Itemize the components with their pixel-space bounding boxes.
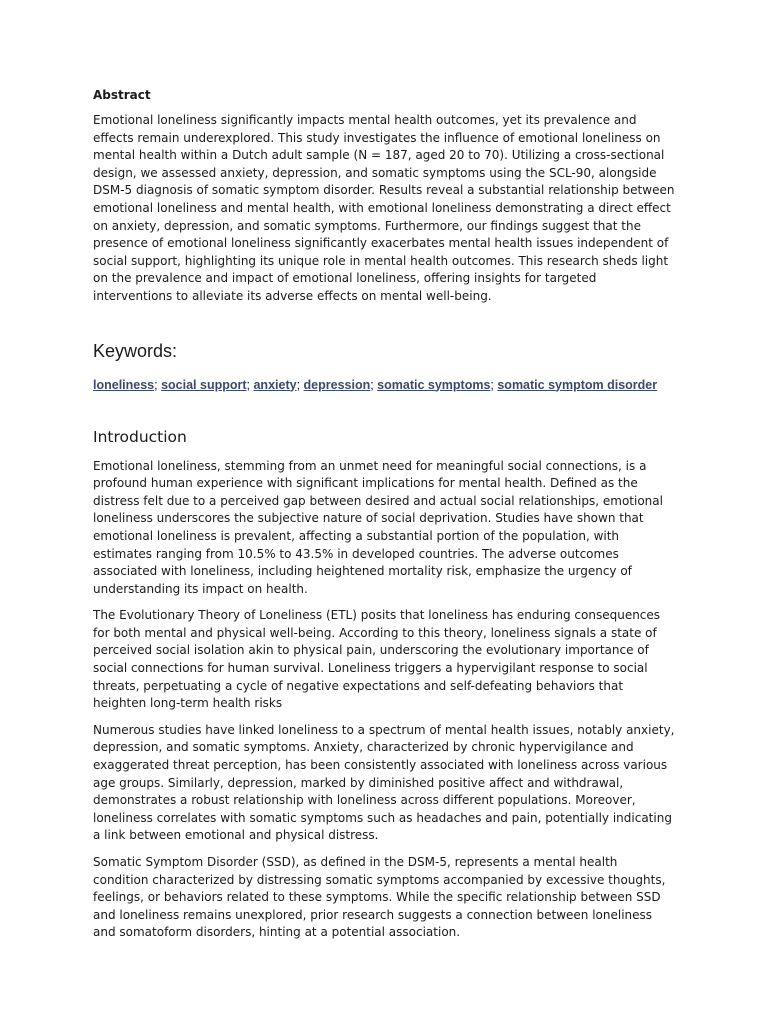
keyword-link-somatic-symptoms[interactable]: somatic symptoms <box>377 377 491 392</box>
introduction-paragraph-3: Numerous studies have linked loneliness to a spectrum of mental health issues, notably anxiety, depression, and somatic symptoms. Anxiety, characterized by chronic hypervigilance and exaggerated threat perception, has been consistently associated with loneliness across various age groups. Similarly, depression, marked by diminished positive affect and withdrawal, demonstrates a robust relationship with loneliness across different populations. Moreover, loneliness correlates with somatic symptoms such as headaches and pain, potentially indicating a link between emotional and physical distress. <box>93 722 675 843</box>
keyword-separator: ; <box>246 377 254 392</box>
paper-page <box>93 86 676 951</box>
introduction-paragraph-1: Emotional loneliness, stemming from an unmet need for meaningful social connections, is a profound human experience with significant implications for mental health. Defined as the distress felt due to a perceived gap between desired and actual social relationships, emotional loneliness underscores the subjective nature of social deprivation. Studies have shown that emotional loneliness is prevalent, affecting a substantial portion of the population, with estimates ranging from 10.5% to 43.5% in developed countries. The adverse outcomes associated with loneliness, including heightened mortality risk, emphasize the urgency of understanding its impact on health. <box>93 458 663 596</box>
introduction-paragraph-2: The Evolutionary Theory of Loneliness (ETL) posits that loneliness has enduring consequences for both mental and physical well-being. According to this theory, loneliness signals a state of perceived social isolation akin to physical pain, underscoring the evolutionary importance of social connections for human survival. Loneliness triggers a hypervigilant response to social threats, perpetuating a cycle of negative expectations and self-defeating behaviors that heighten long-term health risks <box>93 608 661 711</box>
keyword-link-anxiety[interactable]: anxiety <box>253 377 297 392</box>
introduction-paragraph-4: Somatic Symptom Disorder (SSD), as defined in the DSM-5, represents a mental health condition characterized by distressing somatic symptoms accompanied by excessive thoughts, feelings, or behaviors related to these symptoms. While the specific relationship between SSD and loneliness remains unexplored, prior research suggests a connection between loneliness and somatoform disorders, hinting at a potential association. <box>93 855 666 940</box>
keyword-separator: ; <box>370 377 378 392</box>
keyword-link-somatic-symptom-disorder[interactable]: somatic symptom disorder <box>497 377 658 392</box>
abstract-text: Emotional loneliness significantly impacts mental health outcomes, yet its prevalence and effects remain underexplored. This study investigates the influence of emotional loneliness on mental health within a Dutch adult sample (N = 187, aged 20 to 70). Utilizing a cross-sectional design, we assessed anxiety, depression, and somatic symptoms using the SCL-90, alongside DSM-5 diagnosis of somatic symptom disorder. Results reveal a substantial relationship between emotional loneliness and mental health, with emotional loneliness demonstrating a direct effect on anxiety, depression, and somatic symptoms. Furthermore, our findings suggest that the presence of emotional loneliness significantly exacerbates mental health issues independent of social support, highlighting its unique role in mental health outcomes. This research sheds light on the prevalence and impact of emotional loneliness, offering insights for targeted interventions to alleviate its adverse effects on mental well-being. <box>93 113 675 303</box>
introduction-heading: Introduction <box>93 427 187 446</box>
keyword-link-loneliness[interactable]: loneliness <box>93 377 155 392</box>
keyword-separator: ; <box>296 377 304 392</box>
keyword-link-depression[interactable]: depression <box>303 377 371 392</box>
keywords-heading: Keywords: <box>93 340 178 361</box>
keywords-list <box>93 378 676 393</box>
abstract-heading: Abstract <box>93 88 151 102</box>
keyword-link-social-support[interactable]: social support <box>161 377 247 392</box>
keyword-separator: ; <box>490 377 498 392</box>
keyword-separator: ; <box>154 377 162 392</box>
